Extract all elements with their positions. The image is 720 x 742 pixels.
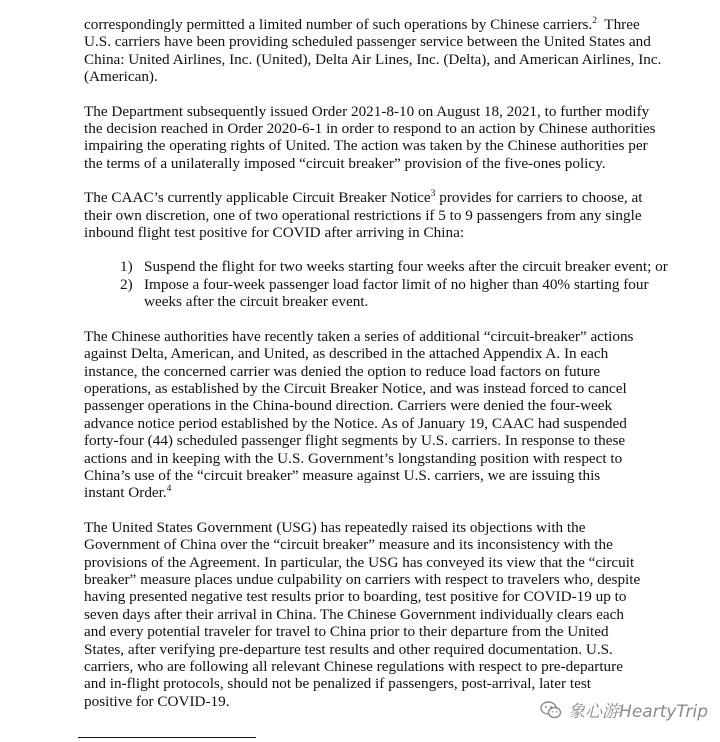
text-run: instant Order.: [84, 484, 167, 502]
text-line: breaker” measure places undue culpability on carriers with respect to travelers who, despite: [84, 570, 641, 588]
text-line: seven days after their arrival in China. The Chinese Government individually clears each: [84, 605, 624, 623]
document-body: [84, 16, 684, 727]
text-line: The Chinese authorities have recently taken a series of additional “circuit-breaker” actions: [84, 327, 634, 345]
text-line: and in-flight protocols, should not be penalized if passengers, post-arrival, later test: [84, 675, 591, 693]
text-line: China’s use of the “circuit breaker” measure against U.S. carriers, we are issuing this: [84, 466, 601, 484]
text-line: The Department subsequently issued Order 2021-8-10 on August 18, 2021, to further modify: [84, 102, 650, 120]
list-number: 1): [120, 258, 133, 276]
watermark: [540, 697, 708, 722]
list-item: [120, 258, 684, 275]
list-item-body: [144, 276, 649, 311]
text-line: inbound flight test positive for COVID after arriving in China:: [84, 224, 465, 242]
text-line: China: United Airlines, Inc. (United), Delta Air Lines, Inc. (Delta), and American Airlines, Inc.: [84, 50, 662, 68]
text-line: positive for COVID-19.: [84, 692, 230, 710]
footnote-ref-3[interactable]: 3: [430, 189, 436, 200]
text-line: The United States Government (USG) has repeatedly raised its objections with the: [84, 518, 586, 536]
text-line: actions and in keeping with the U.S. Government’s longstanding position with respect to: [84, 449, 623, 467]
text-line: operations, as established by the Circuit Breaker Notice, and was instead forced to cancel: [84, 379, 627, 397]
footnote-separator: [78, 737, 256, 738]
text-line: the terms of a unilaterally imposed “circuit breaker” provision of the five-ones policy.: [84, 154, 606, 172]
text-line: U.S. carriers have been providing scheduled passenger service between the United States and: [84, 33, 651, 51]
text-line: forty-four (44) scheduled passenger flight segments by U.S. carriers. In response to these: [84, 432, 626, 450]
restrictions-list: [84, 258, 684, 310]
text-line: weeks after the circuit breaker event.: [144, 293, 369, 311]
list-item: [120, 276, 684, 311]
text-line: advance notice period established by the Notice. As of January 19, CAAC had suspended: [84, 414, 627, 432]
text-line: [84, 16, 684, 33]
text-line: provisions of the Agreement. In particular, the USG has conveyed its view that the “circuit: [84, 553, 635, 571]
paragraph-carriers: [84, 16, 684, 86]
text-line: Government of China over the “circuit breaker” measure and its inconsistency with the: [84, 536, 613, 554]
text-line: their own discretion, one of two operational restrictions if 5 to 9 passengers from any single: [84, 206, 642, 224]
text-run: The CAAC’s currently applicable Circuit Breaker Notice: [84, 189, 431, 207]
paragraph-actions: [84, 328, 684, 502]
paragraph-circuit-breaker-notice: [84, 189, 684, 241]
text-line: and every potential traveler for travel to China prior to their departure from the United: [84, 623, 609, 641]
watermark-text: 象心游HeartyTrip: [568, 702, 708, 722]
paragraph-usg-objections: [84, 519, 684, 710]
text-line: carriers, who are following all relevant Chinese regulations with respect to pre-departure: [84, 658, 623, 675]
text-line: [84, 189, 684, 206]
text-run: provides for carriers to choose, at: [435, 189, 643, 207]
text-line: instance, the concerned carrier was denied the option to reduce load factors on future: [84, 362, 601, 380]
paragraph-order-2021: [84, 103, 684, 173]
text-line: impairing the operating rights of United. The action was taken by the Chinese authorities per: [84, 137, 648, 155]
text-line: the decision reached in Order 2020-6-1 in order to respond to an action by Chinese authorities: [84, 120, 656, 138]
footnote-ref-4[interactable]: 4: [166, 484, 172, 495]
text-run: correspondingly permitted a limited number of such operations by Chinese carriers.: [84, 16, 593, 33]
text-line: having presented negative test results prior to boarding, test positive for COVID-19 up to: [84, 588, 627, 606]
footnote-ref-2[interactable]: 2: [592, 15, 597, 26]
text-line: [84, 484, 684, 501]
list-number: 2): [120, 275, 133, 293]
text-line: States, after verifying pre-departure test results and other required documentation. U.S.: [84, 640, 613, 658]
text-run: Three: [596, 16, 640, 33]
text-line: passenger operations in the China-bound direction. Carriers were denied the four-week: [84, 397, 613, 415]
text-line: (American).: [84, 68, 158, 86]
text-line: Suspend the flight for two weeks starting four weeks after the circuit breaker event; or: [144, 258, 668, 276]
list-item-body: [144, 258, 668, 275]
text-line: Impose a four-week passenger load factor limit of no higher than 40% starting four: [144, 275, 649, 293]
text-line: against Delta, American, and United, as described in the attached Appendix A. In each: [84, 345, 609, 363]
wechat-icon: [540, 701, 562, 719]
